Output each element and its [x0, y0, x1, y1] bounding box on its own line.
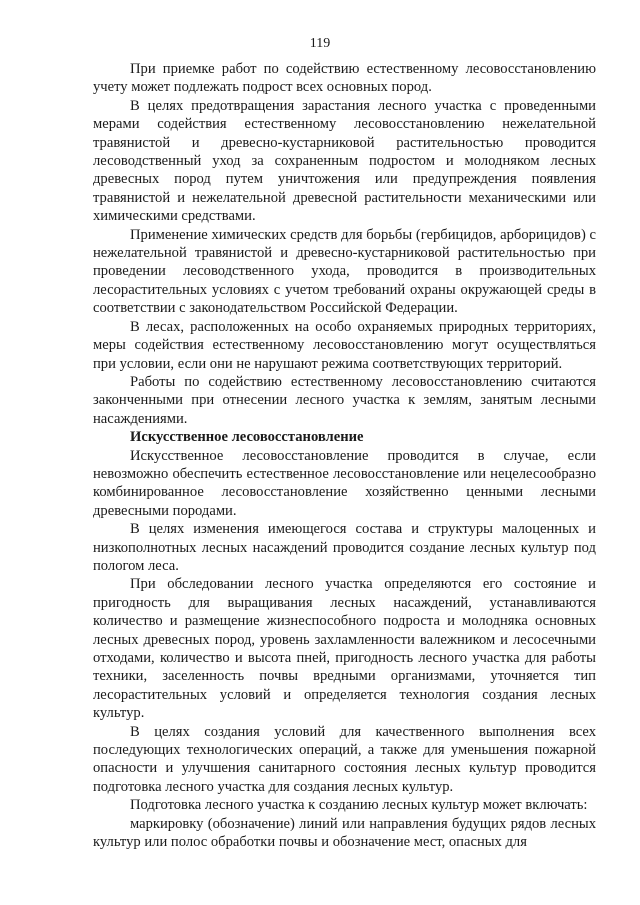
- page-number: 119: [309, 36, 331, 51]
- paragraph: В целях предотвращения зарастания лесного участка с проведенными мерами содействия естественному лесовосстановлению нежелательной травянистой и древесно-кустарниковой растительностью проводится лесоводственный уход за сохраненным подростом и молодняком лесных древесных пород путем уничтожения или предупреждения появления травянистой и нежелательной древесной растительности механическими или химическими средствами.: [93, 97, 596, 225]
- paragraph: маркировку (обозначение) линий или направления будущих рядов лесных культур или полос обработки почвы и обозначение мест, опасных для: [93, 815, 596, 851]
- paragraph: Применение химических средств для борьбы (гербицидов, арборицидов) с нежелательной травянистой и древесно-кустарниковой растительностью при проведении лесоводственного ухода, проводится в производительных лесорастительных условиях с учетом требований охраны окружающей среды в соответствии с законодательством Российской Федерации.: [93, 226, 596, 317]
- paragraph: Работы по содействию естественному лесовосстановлению считаются законченными при отнесении лесного участка к землям, занятым лесными насаждениями.: [93, 373, 596, 427]
- paragraph: В лесах, расположенных на особо охраняемых природных территориях, меры содействия естественному лесовосстановлению могут осуществляться при условии, если они не нарушают режима соответствующих территорий.: [93, 318, 596, 372]
- paragraph: В целях изменения имеющегося состава и структуры малоценных и низкополнотных лесных насаждений проводится создание лесных культур под пологом леса.: [93, 521, 596, 574]
- section-heading: Искусственное лесовосстановление: [130, 429, 364, 446]
- document-body: [93, 60, 596, 851]
- paragraph: В целях создания условий для качественного выполнения всех последующих технологических операций, а также для уменьшения пожарной опасности и улучшения санитарного состояния лесных культур проводится подготовка лесного участка для создания лесных культур.: [93, 723, 596, 795]
- paragraph: Искусственное лесовосстановление проводится в случае, если невозможно обеспечить естественное лесовосстановление или нецелесообразно комбинированное лесовосстановление хозяйственно ценными лесными древесными породами.: [93, 447, 596, 519]
- paragraph: Подготовка лесного участка к созданию лесных культур может включать:: [130, 797, 588, 814]
- paragraph: При приемке работ по содействию естественному лесовосстановлению учету может подлежать подрост всех основных пород.: [93, 61, 596, 96]
- paragraph: При обследовании лесного участка определяются его состояние и пригодность для выращивания лесных насаждений, устанавливаются количество и размещение жизнеспособного подроста и молодняка основных лесных древесных пород, уровень захламленности валежником и лесосечными отходами, количество и высота пней, пригодность лесного участка для работы техники, заселенность почвы вредными организмами, уточняется тип лесорастительных условий и определяется технология создания лесных культур.: [93, 576, 596, 722]
